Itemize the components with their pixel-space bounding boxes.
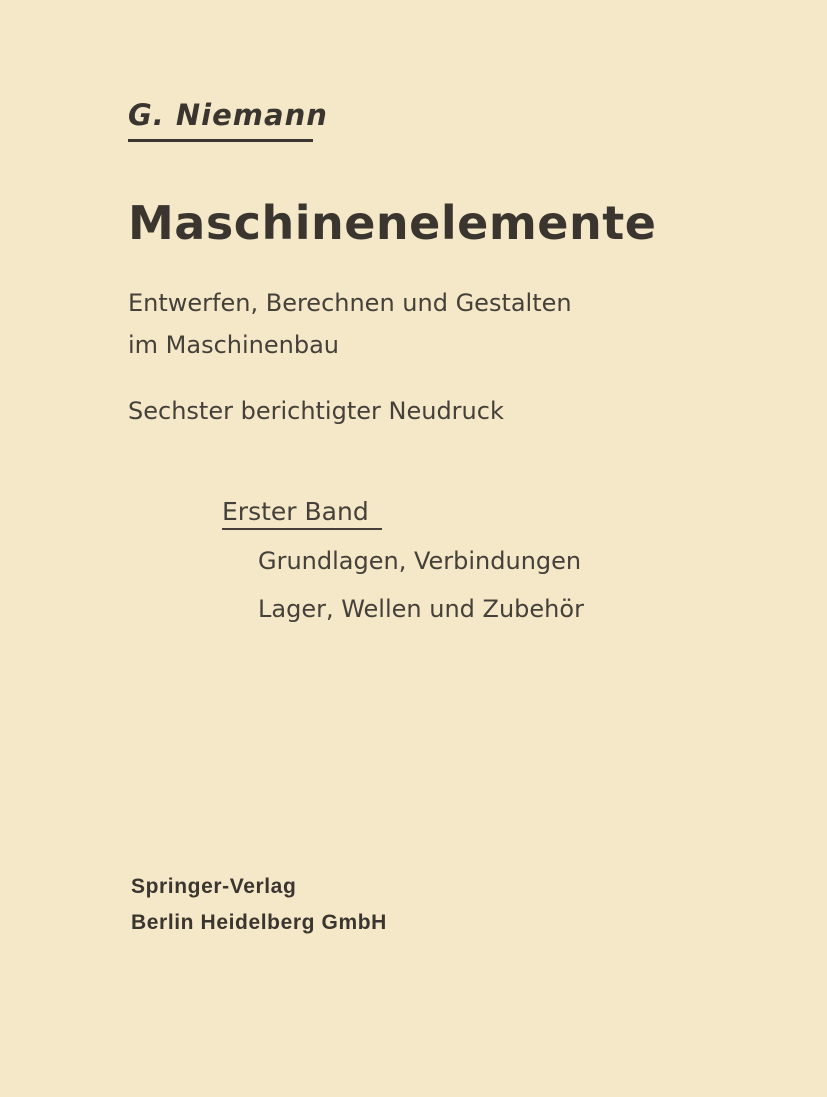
volume-content-line-1: Grundlagen, Verbindungen: [258, 547, 582, 575]
subtitle-line-2: im Maschinenbau: [128, 331, 340, 359]
volume-label: Erster Band: [222, 497, 369, 526]
volume-underline: [222, 528, 382, 530]
volume-content-line-2: Lager, Wellen und Zubehör: [258, 595, 584, 623]
subtitle-line-1: Entwerfen, Berechnen und Gestalten: [128, 289, 572, 317]
author-underline: [128, 139, 313, 142]
edition-note: Sechster berichtigter Neudruck: [128, 397, 504, 425]
author-name: G. Niemann: [128, 98, 328, 132]
book-title: Maschinenelemente: [128, 196, 657, 250]
publisher-name: Springer-Verlag: [131, 875, 297, 898]
publisher-location: Berlin Heidelberg GmbH: [131, 911, 387, 934]
